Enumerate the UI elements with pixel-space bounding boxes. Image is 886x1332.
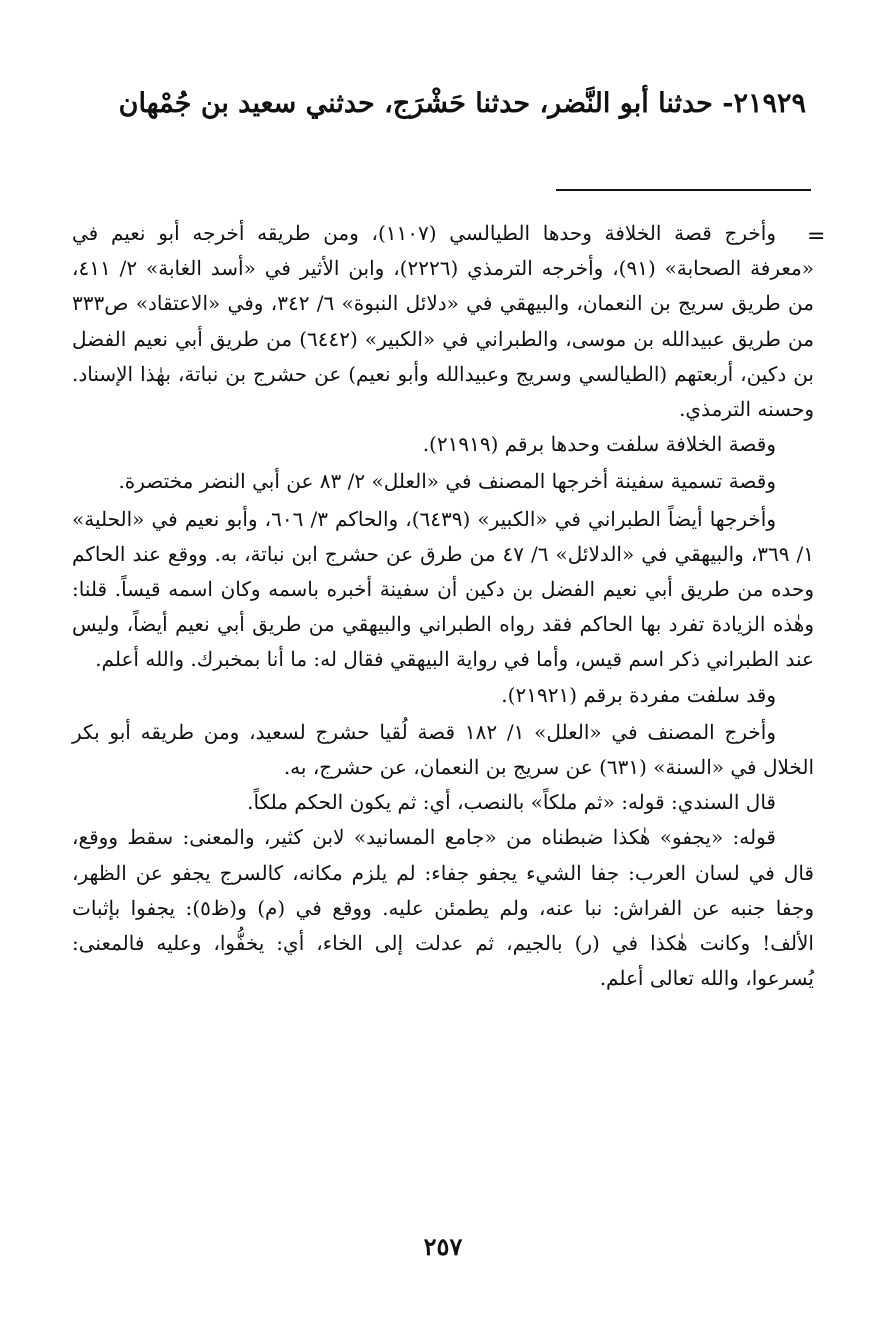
page-number: ٢٥٧ [423,1232,463,1261]
footnote-paragraph: وقصة تسمية سفينة أخرجها المصنف في «العلل» ٢/ ٨٣ عن أبي النضر مختصرة. [118,469,776,494]
footnote-paragraph: وأخرج قصة الخلافة وحدها الطيالسي (١١٠٧)، ومن طريقه أخرجه أبو نعيم في «معرفة الصحابة» (٩١)، وأخرجه الترمذي (٢٢٢٦)، وابن الأثير في «أسد الغابة» ٢/ ٤١١، من طريق سريج بن النعمان، والبيهقي في «دلائل النبوة» ٦/ ٣٤٢، وفي «الاعتقاد» ص٣٣٣ من طريق عبيدالله بن موسى، والطبراني في «الكبير» (٦٤٤٢) من طريق أبي نعيم الفضل بن دكين، أربعتهم (الطيالسي وسريج وعبيدالله وأبو نعيم) عن حشرج بن نباتة، بهٰذا الإسناد. وحسنه الترمذي. [72,221,815,422]
footnote-paragraph: قوله: «يجفو» هٰكذا ضبطناه من «جامع المسانيد» لابن كثير، والمعنى: سقط ووقع، قال في لسان العرب: جفا الشيء يجفو جفاء: لم يلزم مكانه، كالسرج يجفو عن الظهر، وجفا جنبه عن الفراش: نبا عنه، ولم يطمئن عليه. ووقع في (م) و(ظ٥): يجفوا بإثبات الألف! وكانت هٰكذا في (ر) بالجيم، ثم عدلت إلى الخاء، أي: يخفُّوا، وعليه فالمعنى: يُسرعوا، والله تعالى أعلم. [72,825,815,991]
footnote-paragraph: وقد سلفت مفردة برقم (٢١٩٢١). [501,682,776,707]
footnote-paragraph: قال السندي: قوله: «ثم ملكاً» بالنصب، أي: ثم يكون الحكم ملكاً. [247,790,776,815]
continuation-mark: = [807,224,826,249]
footnote-paragraph: وقصة الخلافة سلفت وحدها برقم (٢١٩١٩). [422,432,776,457]
hadith-heading: ٢١٩٢٩- حدثنا أبو النَّضر، حدثنا حَشْرَج، حدثني سعيد بن جُمْهان [118,88,806,119]
footnote-paragraph: وأخرج المصنف في «العلل» ١/ ١٨٢ قصة لُقيا حشرج لسعيد، ومن طريقه أبو بكر الخلال في «السنة» (٦٣١) عن سريج بن النعمان، عن حشرج، به. [72,719,814,780]
footnote-separator-rule [556,189,811,191]
footnotes-block [72,216,814,996]
footnote-paragraph: وأخرجها أيضاً الطبراني في «الكبير» (٦٤٣٩)، والحاكم ٣/ ٦٠٦، وأبو نعيم في «الحلية» ١/ ٣٦٩، والبيهقي في «الدلائل» ٦/ ٤٧ من طرق عن حشرج ابن نباتة، به. ووقع عند الحاكم وحده من طريق أبي نعيم الفضل بن دكين أن سفينة أخبره باسمه وكان اسمه قيساً. قلنا: وهٰذه الزيادة تفرد بها الحاكم فقد رواه الطبراني والبيهقي من طريق أبي نعيم أيضاً، وليس عند الطبراني ذكر اسم قيس، وأما في رواية البيهقي فقال له: ما أنا بمخبرك. والله أعلم. [72,506,814,672]
